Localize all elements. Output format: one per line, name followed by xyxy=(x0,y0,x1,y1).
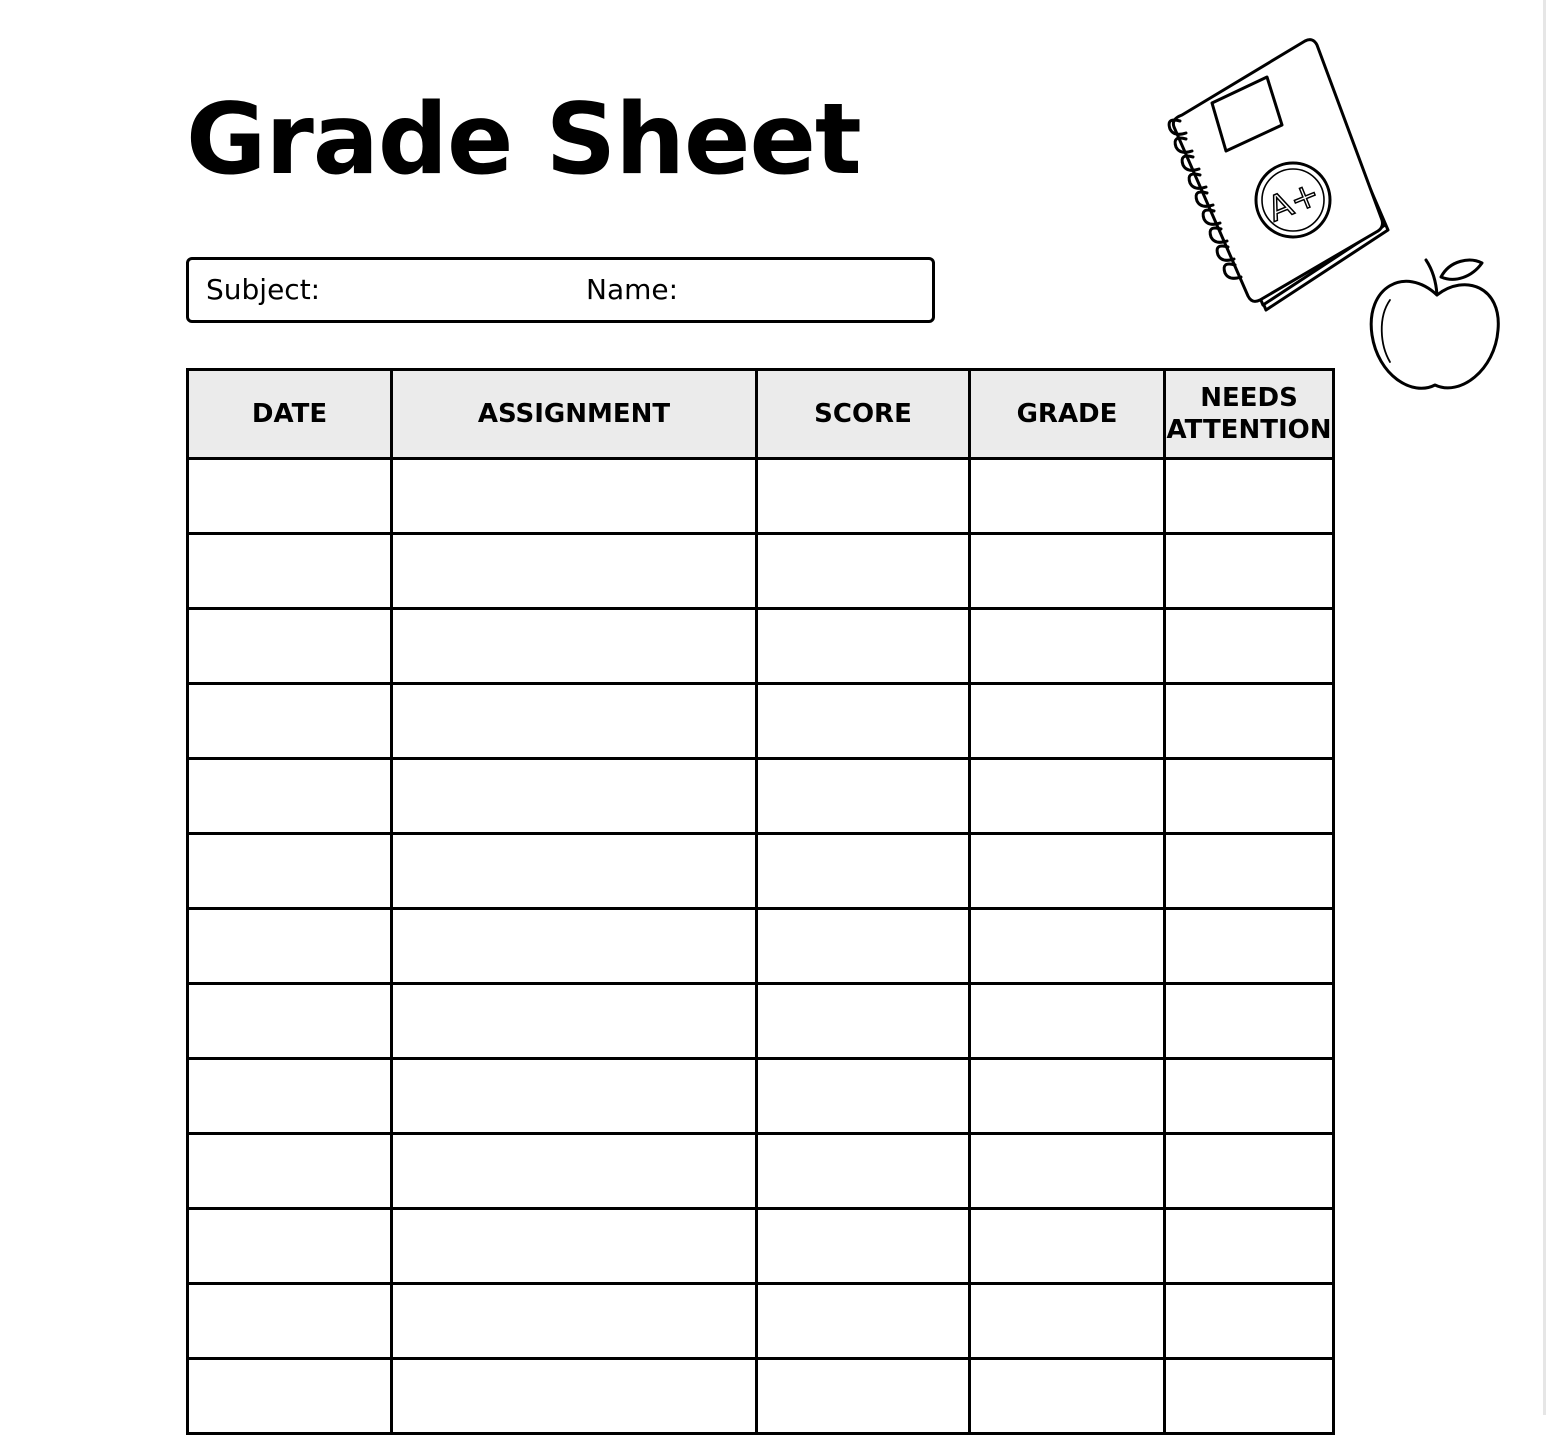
table-cell[interactable] xyxy=(757,1134,970,1209)
table-cell[interactable] xyxy=(757,759,970,834)
table-cell[interactable] xyxy=(188,459,392,534)
page-title: Grade Sheet xyxy=(186,83,861,197)
table-cell[interactable] xyxy=(392,909,757,984)
table-cell[interactable] xyxy=(188,834,392,909)
table-cell[interactable] xyxy=(970,534,1165,609)
column-header-needs-attention: NEEDS ATTENTION xyxy=(1165,370,1334,459)
table-cell[interactable] xyxy=(970,1059,1165,1134)
table-row xyxy=(188,534,1334,609)
table-cell[interactable] xyxy=(392,759,757,834)
table-cell[interactable] xyxy=(1165,909,1334,984)
table-row xyxy=(188,684,1334,759)
school-illustration xyxy=(1150,25,1510,405)
table-cell[interactable] xyxy=(757,684,970,759)
grade-mark-text: A+ xyxy=(1262,173,1326,231)
column-header-assignment: ASSIGNMENT xyxy=(392,370,757,459)
table-cell[interactable] xyxy=(392,609,757,684)
table-cell[interactable] xyxy=(970,609,1165,684)
table-cell[interactable] xyxy=(970,984,1165,1059)
table-cell[interactable] xyxy=(188,684,392,759)
table-cell[interactable] xyxy=(970,1134,1165,1209)
table-cell[interactable] xyxy=(757,984,970,1059)
table-cell[interactable] xyxy=(757,534,970,609)
table-row xyxy=(188,984,1334,1059)
table-cell[interactable] xyxy=(188,609,392,684)
table-cell[interactable] xyxy=(757,1284,970,1359)
table-cell[interactable] xyxy=(188,1059,392,1134)
table-cell[interactable] xyxy=(1165,684,1334,759)
table-row xyxy=(188,1284,1334,1359)
table-cell[interactable] xyxy=(757,459,970,534)
table-cell[interactable] xyxy=(188,534,392,609)
table-row xyxy=(188,834,1334,909)
table-cell[interactable] xyxy=(757,1059,970,1134)
table-cell[interactable] xyxy=(392,834,757,909)
table-cell[interactable] xyxy=(757,1209,970,1284)
table-cell[interactable] xyxy=(757,834,970,909)
table-row xyxy=(188,909,1334,984)
table-cell[interactable] xyxy=(970,459,1165,534)
subject-label: Subject: xyxy=(206,273,321,306)
column-header-date: DATE xyxy=(188,370,392,459)
table-row xyxy=(188,1209,1334,1284)
table-cell[interactable] xyxy=(188,759,392,834)
table-cell[interactable] xyxy=(188,1134,392,1209)
table-row xyxy=(188,1359,1334,1434)
table-cell[interactable] xyxy=(970,759,1165,834)
table-cell[interactable] xyxy=(392,1209,757,1284)
table-cell[interactable] xyxy=(757,1359,970,1434)
table-cell[interactable] xyxy=(392,984,757,1059)
info-box xyxy=(186,257,935,323)
table-cell[interactable] xyxy=(970,684,1165,759)
table-row xyxy=(188,759,1334,834)
table-cell[interactable] xyxy=(392,534,757,609)
table-cell[interactable] xyxy=(970,909,1165,984)
table-cell[interactable] xyxy=(1165,984,1334,1059)
table-cell[interactable] xyxy=(970,1209,1165,1284)
table-cell[interactable] xyxy=(392,1059,757,1134)
table-cell[interactable] xyxy=(392,1134,757,1209)
table-cell[interactable] xyxy=(757,609,970,684)
table-cell[interactable] xyxy=(1165,1284,1334,1359)
table-body xyxy=(188,459,1334,1434)
table-row xyxy=(188,609,1334,684)
table-cell[interactable] xyxy=(1165,534,1334,609)
table-cell[interactable] xyxy=(1165,1359,1334,1434)
table-cell[interactable] xyxy=(188,1359,392,1434)
table-cell[interactable] xyxy=(188,909,392,984)
notebook-icon xyxy=(1169,40,1388,310)
column-header-grade: GRADE xyxy=(970,370,1165,459)
table-cell[interactable] xyxy=(1165,834,1334,909)
table-cell[interactable] xyxy=(1165,1059,1334,1134)
table-cell[interactable] xyxy=(970,1284,1165,1359)
table-cell[interactable] xyxy=(392,1359,757,1434)
table-row xyxy=(188,1059,1334,1134)
table-cell[interactable] xyxy=(392,684,757,759)
name-label: Name: xyxy=(586,273,679,306)
table-cell[interactable] xyxy=(970,1359,1165,1434)
table-row xyxy=(188,459,1334,534)
table-cell[interactable] xyxy=(188,984,392,1059)
table-cell[interactable] xyxy=(970,834,1165,909)
table-cell[interactable] xyxy=(392,459,757,534)
table-cell[interactable] xyxy=(757,909,970,984)
table-cell[interactable] xyxy=(392,1284,757,1359)
table-cell[interactable] xyxy=(1165,609,1334,684)
table-cell[interactable] xyxy=(188,1209,392,1284)
apple-icon xyxy=(1371,260,1498,388)
table-row xyxy=(188,1134,1334,1209)
grade-table xyxy=(186,368,1335,1435)
table-cell[interactable] xyxy=(1165,459,1334,534)
table-cell[interactable] xyxy=(1165,1209,1334,1284)
table-cell[interactable] xyxy=(1165,759,1334,834)
table-cell[interactable] xyxy=(1165,1134,1334,1209)
table-cell[interactable] xyxy=(188,1284,392,1359)
column-header-score: SCORE xyxy=(757,370,970,459)
